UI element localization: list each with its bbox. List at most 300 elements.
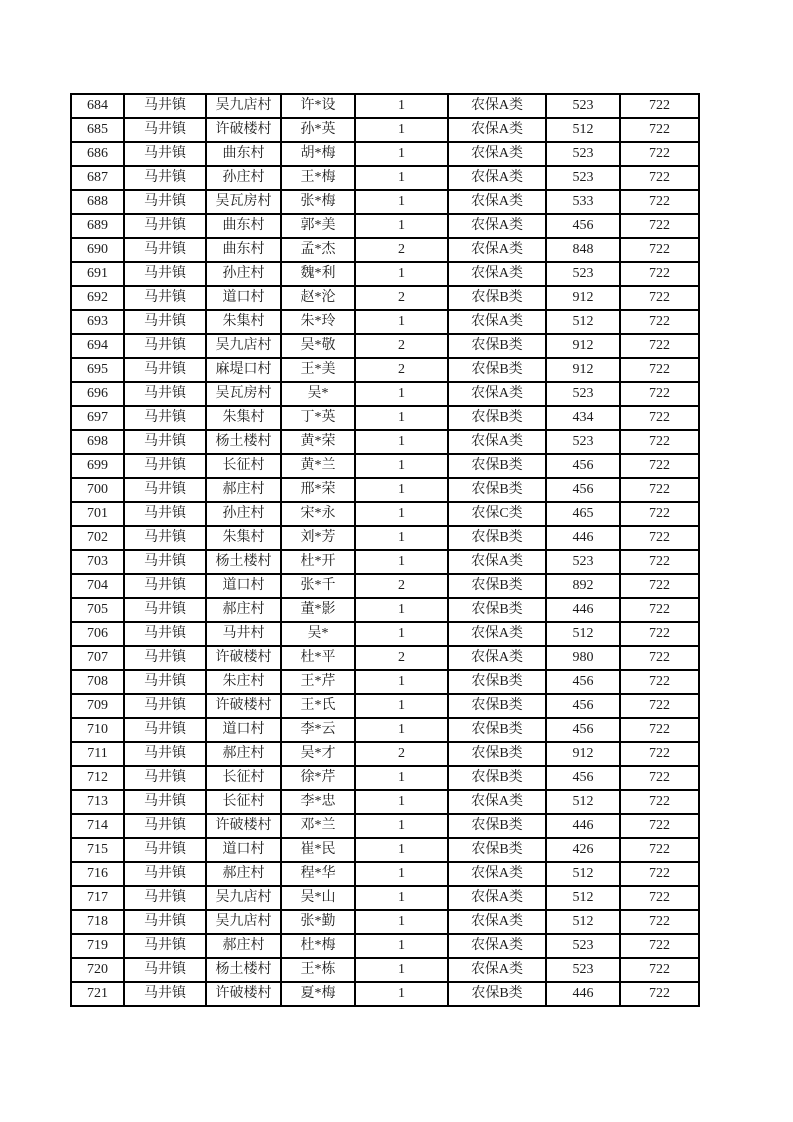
cell-seq: 721	[71, 982, 124, 1006]
cell-village: 吴瓦房村	[206, 190, 281, 214]
cell-amount: 512	[546, 310, 620, 334]
cell-count: 1	[355, 910, 448, 934]
cell-fixed: 722	[620, 286, 699, 310]
cell-name: 杜*平	[281, 646, 355, 670]
cell-fixed: 722	[620, 190, 699, 214]
cell-category: 农保B类	[448, 406, 546, 430]
cell-town: 马井镇	[124, 166, 206, 190]
cell-count: 1	[355, 598, 448, 622]
cell-fixed: 722	[620, 358, 699, 382]
cell-seq: 715	[71, 838, 124, 862]
cell-name: 崔*民	[281, 838, 355, 862]
cell-town: 马井镇	[124, 838, 206, 862]
cell-count: 1	[355, 934, 448, 958]
cell-name: 吴*	[281, 622, 355, 646]
cell-name: 程*华	[281, 862, 355, 886]
cell-name: 黄*兰	[281, 454, 355, 478]
cell-name: 孙*英	[281, 118, 355, 142]
table-row	[71, 478, 699, 502]
cell-fixed: 722	[620, 214, 699, 238]
cell-count: 1	[355, 502, 448, 526]
cell-town: 马井镇	[124, 286, 206, 310]
cell-village: 曲东村	[206, 142, 281, 166]
cell-count: 1	[355, 550, 448, 574]
cell-category: 农保A类	[448, 166, 546, 190]
cell-village: 杨土楼村	[206, 550, 281, 574]
cell-amount: 512	[546, 910, 620, 934]
cell-seq: 717	[71, 886, 124, 910]
cell-category: 农保A类	[448, 310, 546, 334]
cell-name: 孟*杰	[281, 238, 355, 262]
cell-name: 杜*开	[281, 550, 355, 574]
cell-amount: 512	[546, 622, 620, 646]
cell-count: 2	[355, 574, 448, 598]
cell-name: 王*美	[281, 358, 355, 382]
cell-town: 马井镇	[124, 646, 206, 670]
cell-category: 农保A类	[448, 118, 546, 142]
cell-town: 马井镇	[124, 502, 206, 526]
cell-name: 朱*玲	[281, 310, 355, 334]
cell-category: 农保B类	[448, 814, 546, 838]
cell-category: 农保A类	[448, 550, 546, 574]
cell-village: 道口村	[206, 838, 281, 862]
cell-town: 马井镇	[124, 238, 206, 262]
cell-town: 马井镇	[124, 406, 206, 430]
cell-amount: 456	[546, 454, 620, 478]
cell-category: 农保A类	[448, 190, 546, 214]
cell-name: 董*影	[281, 598, 355, 622]
cell-count: 1	[355, 886, 448, 910]
cell-seq: 711	[71, 742, 124, 766]
table-row	[71, 382, 699, 406]
cell-category: 农保B类	[448, 742, 546, 766]
cell-amount: 446	[546, 526, 620, 550]
cell-name: 吴*山	[281, 886, 355, 910]
cell-seq: 703	[71, 550, 124, 574]
cell-village: 郝庄村	[206, 862, 281, 886]
cell-town: 马井镇	[124, 214, 206, 238]
cell-village: 马井村	[206, 622, 281, 646]
cell-count: 1	[355, 382, 448, 406]
cell-count: 1	[355, 694, 448, 718]
cell-amount: 523	[546, 958, 620, 982]
table-row	[71, 454, 699, 478]
table-body	[71, 94, 699, 1006]
cell-fixed: 722	[620, 814, 699, 838]
cell-count: 1	[355, 406, 448, 430]
table-row	[71, 862, 699, 886]
cell-fixed: 722	[620, 454, 699, 478]
cell-amount: 980	[546, 646, 620, 670]
cell-name: 王*梅	[281, 166, 355, 190]
cell-count: 1	[355, 478, 448, 502]
cell-seq: 688	[71, 190, 124, 214]
cell-seq: 701	[71, 502, 124, 526]
cell-fixed: 722	[620, 766, 699, 790]
cell-seq: 704	[71, 574, 124, 598]
cell-seq: 691	[71, 262, 124, 286]
cell-town: 马井镇	[124, 574, 206, 598]
cell-count: 1	[355, 790, 448, 814]
cell-amount: 446	[546, 598, 620, 622]
cell-name: 魏*利	[281, 262, 355, 286]
cell-town: 马井镇	[124, 310, 206, 334]
cell-town: 马井镇	[124, 718, 206, 742]
cell-village: 许破楼村	[206, 646, 281, 670]
cell-seq: 716	[71, 862, 124, 886]
cell-amount: 912	[546, 286, 620, 310]
table-row	[71, 118, 699, 142]
cell-seq: 719	[71, 934, 124, 958]
cell-fixed: 722	[620, 742, 699, 766]
cell-town: 马井镇	[124, 550, 206, 574]
table-row	[71, 286, 699, 310]
cell-seq: 700	[71, 478, 124, 502]
cell-seq: 686	[71, 142, 124, 166]
table-row	[71, 718, 699, 742]
cell-name: 丁*英	[281, 406, 355, 430]
cell-category: 农保A类	[448, 262, 546, 286]
cell-fixed: 722	[620, 310, 699, 334]
cell-name: 张*勤	[281, 910, 355, 934]
cell-village: 道口村	[206, 718, 281, 742]
cell-town: 马井镇	[124, 958, 206, 982]
cell-name: 邓*兰	[281, 814, 355, 838]
cell-amount: 912	[546, 742, 620, 766]
table-row	[71, 550, 699, 574]
cell-village: 吴九店村	[206, 886, 281, 910]
table-row	[71, 94, 699, 118]
cell-category: 农保A类	[448, 910, 546, 934]
cell-fixed: 722	[620, 430, 699, 454]
cell-fixed: 722	[620, 670, 699, 694]
cell-amount: 523	[546, 382, 620, 406]
cell-name: 吴*敬	[281, 334, 355, 358]
table-row	[71, 334, 699, 358]
cell-village: 长征村	[206, 790, 281, 814]
table-row	[71, 670, 699, 694]
cell-fixed: 722	[620, 598, 699, 622]
cell-count: 1	[355, 982, 448, 1006]
cell-category: 农保B类	[448, 358, 546, 382]
table-row	[71, 214, 699, 238]
cell-town: 马井镇	[124, 694, 206, 718]
cell-town: 马井镇	[124, 790, 206, 814]
table-row	[71, 598, 699, 622]
cell-town: 马井镇	[124, 334, 206, 358]
table-row	[71, 238, 699, 262]
cell-seq: 718	[71, 910, 124, 934]
cell-town: 马井镇	[124, 982, 206, 1006]
cell-town: 马井镇	[124, 262, 206, 286]
cell-village: 孙庄村	[206, 502, 281, 526]
cell-fixed: 722	[620, 166, 699, 190]
cell-fixed: 722	[620, 886, 699, 910]
cell-amount: 456	[546, 478, 620, 502]
cell-village: 曲东村	[206, 214, 281, 238]
cell-village: 吴九店村	[206, 94, 281, 118]
cell-town: 马井镇	[124, 142, 206, 166]
cell-category: 农保B类	[448, 286, 546, 310]
cell-fixed: 722	[620, 118, 699, 142]
table-row	[71, 502, 699, 526]
cell-seq: 705	[71, 598, 124, 622]
cell-fixed: 722	[620, 910, 699, 934]
cell-count: 2	[355, 358, 448, 382]
cell-category: 农保A类	[448, 382, 546, 406]
cell-seq: 687	[71, 166, 124, 190]
cell-count: 1	[355, 190, 448, 214]
cell-village: 长征村	[206, 766, 281, 790]
cell-seq: 714	[71, 814, 124, 838]
cell-amount: 426	[546, 838, 620, 862]
cell-fixed: 722	[620, 382, 699, 406]
cell-name: 王*芹	[281, 670, 355, 694]
cell-fixed: 722	[620, 718, 699, 742]
cell-name: 徐*芹	[281, 766, 355, 790]
cell-fixed: 722	[620, 334, 699, 358]
cell-amount: 512	[546, 118, 620, 142]
cell-name: 王*氏	[281, 694, 355, 718]
cell-village: 杨土楼村	[206, 958, 281, 982]
cell-amount: 512	[546, 862, 620, 886]
cell-seq: 708	[71, 670, 124, 694]
cell-category: 农保B类	[448, 838, 546, 862]
cell-amount: 456	[546, 718, 620, 742]
cell-town: 马井镇	[124, 670, 206, 694]
cell-name: 许*设	[281, 94, 355, 118]
cell-fixed: 722	[620, 526, 699, 550]
cell-village: 许破楼村	[206, 694, 281, 718]
cell-count: 1	[355, 94, 448, 118]
cell-amount: 523	[546, 166, 620, 190]
cell-village: 吴九店村	[206, 910, 281, 934]
cell-amount: 465	[546, 502, 620, 526]
cell-village: 朱集村	[206, 526, 281, 550]
cell-town: 马井镇	[124, 526, 206, 550]
cell-village: 孙庄村	[206, 166, 281, 190]
cell-name: 吴*才	[281, 742, 355, 766]
cell-fixed: 722	[620, 502, 699, 526]
cell-town: 马井镇	[124, 622, 206, 646]
cell-seq: 697	[71, 406, 124, 430]
table-row	[71, 142, 699, 166]
table-row	[71, 814, 699, 838]
cell-category: 农保B类	[448, 526, 546, 550]
cell-village: 孙庄村	[206, 262, 281, 286]
cell-fixed: 722	[620, 238, 699, 262]
cell-name: 胡*梅	[281, 142, 355, 166]
cell-town: 马井镇	[124, 598, 206, 622]
cell-seq: 710	[71, 718, 124, 742]
cell-count: 1	[355, 526, 448, 550]
table-row	[71, 910, 699, 934]
cell-category: 农保A类	[448, 238, 546, 262]
cell-category: 农保A类	[448, 958, 546, 982]
cell-name: 张*千	[281, 574, 355, 598]
cell-town: 马井镇	[124, 742, 206, 766]
cell-town: 马井镇	[124, 814, 206, 838]
table-row	[71, 430, 699, 454]
cell-town: 马井镇	[124, 382, 206, 406]
cell-category: 农保B类	[448, 478, 546, 502]
cell-name: 李*云	[281, 718, 355, 742]
cell-category: 农保B类	[448, 718, 546, 742]
cell-count: 1	[355, 670, 448, 694]
cell-seq: 685	[71, 118, 124, 142]
cell-seq: 696	[71, 382, 124, 406]
cell-category: 农保A类	[448, 94, 546, 118]
cell-category: 农保B类	[448, 694, 546, 718]
cell-fixed: 722	[620, 982, 699, 1006]
table-row	[71, 934, 699, 958]
cell-fixed: 722	[620, 94, 699, 118]
table-row	[71, 694, 699, 718]
cell-name: 赵*沦	[281, 286, 355, 310]
table-row	[71, 526, 699, 550]
cell-village: 郝庄村	[206, 598, 281, 622]
cell-seq: 689	[71, 214, 124, 238]
cell-seq: 720	[71, 958, 124, 982]
table-row	[71, 262, 699, 286]
table-row	[71, 790, 699, 814]
cell-count: 1	[355, 814, 448, 838]
cell-category: 农保A类	[448, 430, 546, 454]
table-row	[71, 406, 699, 430]
cell-name: 邢*荣	[281, 478, 355, 502]
cell-amount: 434	[546, 406, 620, 430]
cell-village: 郝庄村	[206, 478, 281, 502]
cell-seq: 712	[71, 766, 124, 790]
cell-category: 农保C类	[448, 502, 546, 526]
cell-category: 农保A类	[448, 646, 546, 670]
cell-seq: 707	[71, 646, 124, 670]
cell-amount: 533	[546, 190, 620, 214]
table-row	[71, 190, 699, 214]
cell-category: 农保B类	[448, 982, 546, 1006]
cell-count: 2	[355, 334, 448, 358]
cell-seq: 692	[71, 286, 124, 310]
cell-fixed: 722	[620, 646, 699, 670]
cell-town: 马井镇	[124, 910, 206, 934]
cell-amount: 523	[546, 142, 620, 166]
cell-seq: 706	[71, 622, 124, 646]
cell-seq: 693	[71, 310, 124, 334]
cell-fixed: 722	[620, 958, 699, 982]
cell-village: 长征村	[206, 454, 281, 478]
cell-town: 马井镇	[124, 94, 206, 118]
cell-category: 农保A类	[448, 622, 546, 646]
cell-count: 1	[355, 430, 448, 454]
cell-village: 曲东村	[206, 238, 281, 262]
cell-fixed: 722	[620, 142, 699, 166]
cell-village: 许破楼村	[206, 814, 281, 838]
cell-count: 1	[355, 766, 448, 790]
cell-count: 2	[355, 238, 448, 262]
cell-category: 农保B类	[448, 670, 546, 694]
cell-fixed: 722	[620, 622, 699, 646]
cell-seq: 684	[71, 94, 124, 118]
cell-village: 郝庄村	[206, 934, 281, 958]
cell-village: 朱集村	[206, 310, 281, 334]
cell-category: 农保A类	[448, 214, 546, 238]
cell-seq: 709	[71, 694, 124, 718]
cell-village: 吴九店村	[206, 334, 281, 358]
cell-name: 郭*美	[281, 214, 355, 238]
cell-count: 1	[355, 862, 448, 886]
cell-count: 1	[355, 310, 448, 334]
cell-village: 郝庄村	[206, 742, 281, 766]
cell-count: 1	[355, 622, 448, 646]
cell-amount: 912	[546, 334, 620, 358]
cell-count: 1	[355, 718, 448, 742]
cell-amount: 523	[546, 262, 620, 286]
cell-fixed: 722	[620, 862, 699, 886]
cell-town: 马井镇	[124, 454, 206, 478]
cell-count: 1	[355, 262, 448, 286]
cell-amount: 512	[546, 790, 620, 814]
cell-village: 道口村	[206, 574, 281, 598]
cell-village: 道口村	[206, 286, 281, 310]
cell-fixed: 722	[620, 934, 699, 958]
table-row	[71, 166, 699, 190]
cell-seq: 694	[71, 334, 124, 358]
table-row	[71, 358, 699, 382]
cell-count: 1	[355, 454, 448, 478]
cell-seq: 698	[71, 430, 124, 454]
cell-town: 马井镇	[124, 862, 206, 886]
table-row	[71, 838, 699, 862]
cell-village: 许破楼村	[206, 118, 281, 142]
cell-amount: 523	[546, 430, 620, 454]
cell-name: 李*忠	[281, 790, 355, 814]
table-row	[71, 622, 699, 646]
cell-category: 农保B类	[448, 766, 546, 790]
cell-count: 1	[355, 838, 448, 862]
cell-count: 1	[355, 118, 448, 142]
cell-name: 吴*	[281, 382, 355, 406]
cell-fixed: 722	[620, 838, 699, 862]
cell-town: 马井镇	[124, 766, 206, 790]
cell-fixed: 722	[620, 262, 699, 286]
cell-village: 朱庄村	[206, 670, 281, 694]
cell-town: 马井镇	[124, 886, 206, 910]
cell-fixed: 722	[620, 478, 699, 502]
cell-seq: 702	[71, 526, 124, 550]
table-row	[71, 310, 699, 334]
cell-seq: 699	[71, 454, 124, 478]
cell-category: 农保B类	[448, 454, 546, 478]
cell-seq: 713	[71, 790, 124, 814]
cell-amount: 523	[546, 550, 620, 574]
cell-fixed: 722	[620, 550, 699, 574]
cell-amount: 523	[546, 94, 620, 118]
table-row	[71, 646, 699, 670]
cell-name: 刘*芳	[281, 526, 355, 550]
cell-name: 张*梅	[281, 190, 355, 214]
cell-amount: 848	[546, 238, 620, 262]
cell-seq: 695	[71, 358, 124, 382]
cell-category: 农保A类	[448, 862, 546, 886]
table-row	[71, 742, 699, 766]
cell-amount: 456	[546, 670, 620, 694]
cell-count: 1	[355, 958, 448, 982]
cell-name: 黄*荣	[281, 430, 355, 454]
cell-amount: 912	[546, 358, 620, 382]
cell-count: 2	[355, 286, 448, 310]
cell-amount: 456	[546, 214, 620, 238]
cell-name: 杜*梅	[281, 934, 355, 958]
